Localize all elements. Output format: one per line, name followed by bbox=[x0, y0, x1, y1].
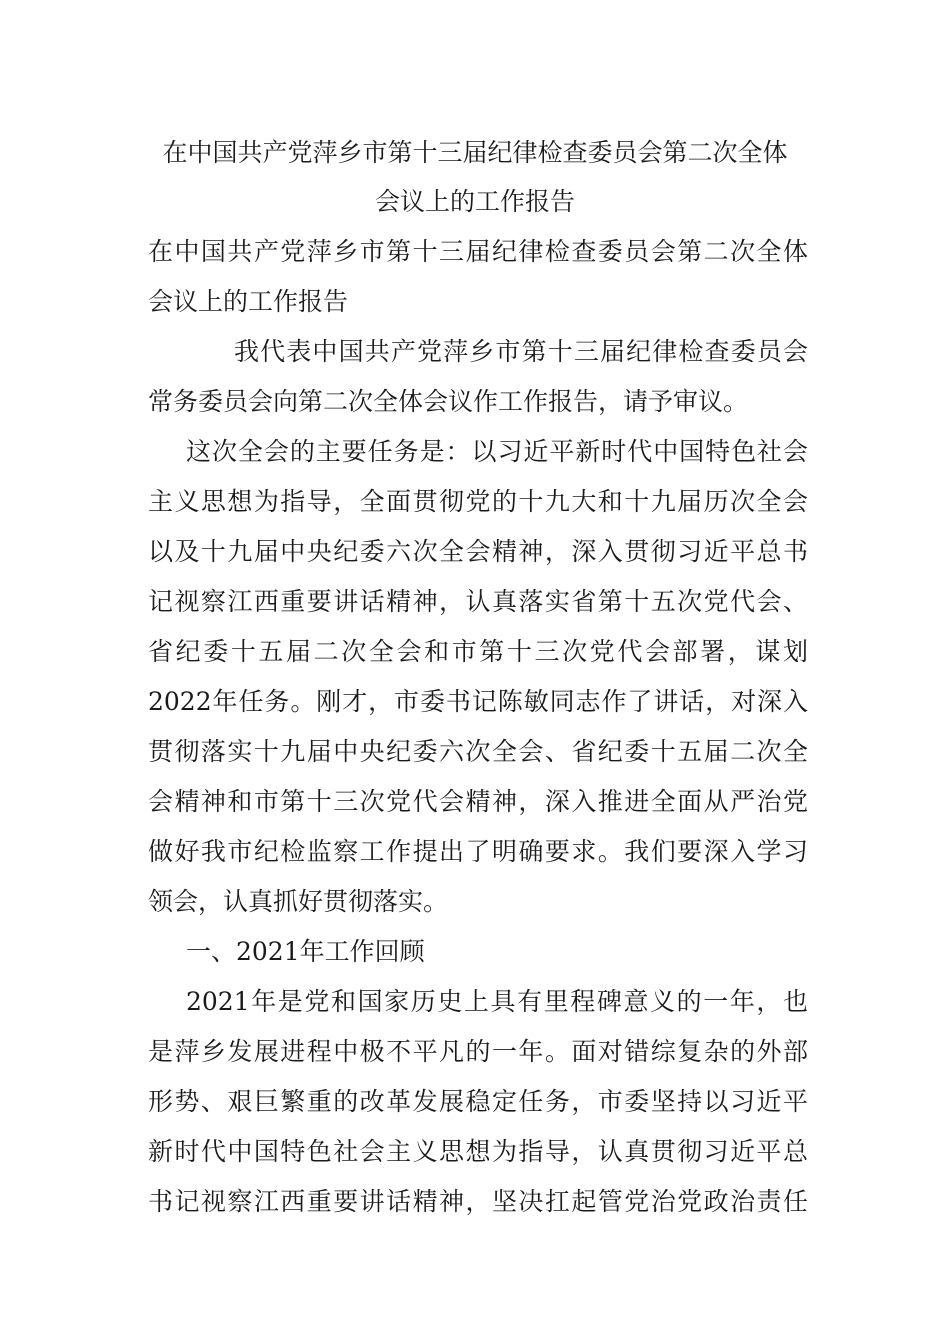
paragraph-line: 省纪委十五届二次全会和市第十三次党代会部署，谋划 bbox=[148, 637, 808, 666]
paragraph-line: 这次全会的主要任务是：以习近平新时代中国特色社会 bbox=[186, 437, 808, 466]
paragraph-line: 2022年任务。刚才，市委书记陈敏同志作了讲话，对深入 bbox=[148, 687, 808, 716]
paragraph-line: 常务委员会向第二次全体会议作工作报告，请予审议。 bbox=[148, 387, 749, 416]
paragraph-line: 是萍乡发展进程中极不平凡的一年。面对错综复杂的外部 bbox=[148, 1037, 808, 1066]
document-body bbox=[148, 227, 808, 1227]
paragraph-line: 会精神和市第十三次党代会精神，深入推进全面从严治党 bbox=[148, 787, 808, 816]
paragraph-line: 书记视察江西重要讲话精神，坚决扛起管党治党政治责任 bbox=[148, 1187, 808, 1216]
paragraph-line: 以及十九届中央纪委六次全会精神，深入贯彻习近平总书 bbox=[148, 537, 808, 566]
paragraph-line: 我代表中国共产党萍乡市第十三届纪律检查委员会 bbox=[234, 337, 808, 366]
repeat-title-line: 会议上的工作报告 bbox=[148, 287, 349, 316]
paragraph-line: 领会，认真抓好贯彻落实。 bbox=[148, 887, 449, 916]
paragraph-line: 新时代中国特色社会主义思想为指导，认真贯彻习近平总 bbox=[148, 1137, 808, 1166]
title-line: 在中国共产党萍乡市第十三届纪律检查委员会第二次全体 bbox=[162, 138, 788, 167]
paragraph-line: 形势、艰巨繁重的改革发展稳定任务，市委坚持以习近平 bbox=[148, 1087, 808, 1116]
title-line: 会议上的工作报告 bbox=[374, 187, 575, 216]
section-heading: 一、2021年工作回顾 bbox=[186, 937, 425, 966]
paragraph-line: 做好我市纪检监察工作提出了明确要求。我们要深入学习 bbox=[148, 837, 808, 866]
document-title bbox=[148, 128, 802, 226]
paragraph-line: 记视察江西重要讲话精神，认真落实省第十五次党代会、 bbox=[148, 587, 808, 616]
paragraph-line: 主义思想为指导，全面贯彻党的十九大和十九届历次全会 bbox=[148, 487, 808, 516]
paragraph-line: 贯彻落实十九届中央纪委六次全会、省纪委十五届二次全 bbox=[148, 737, 808, 766]
repeat-title-line: 在中国共产党萍乡市第十三届纪律检查委员会第二次全体 bbox=[148, 237, 808, 266]
paragraph-line: 2021年是党和国家历史上具有里程碑意义的一年，也 bbox=[186, 987, 808, 1016]
